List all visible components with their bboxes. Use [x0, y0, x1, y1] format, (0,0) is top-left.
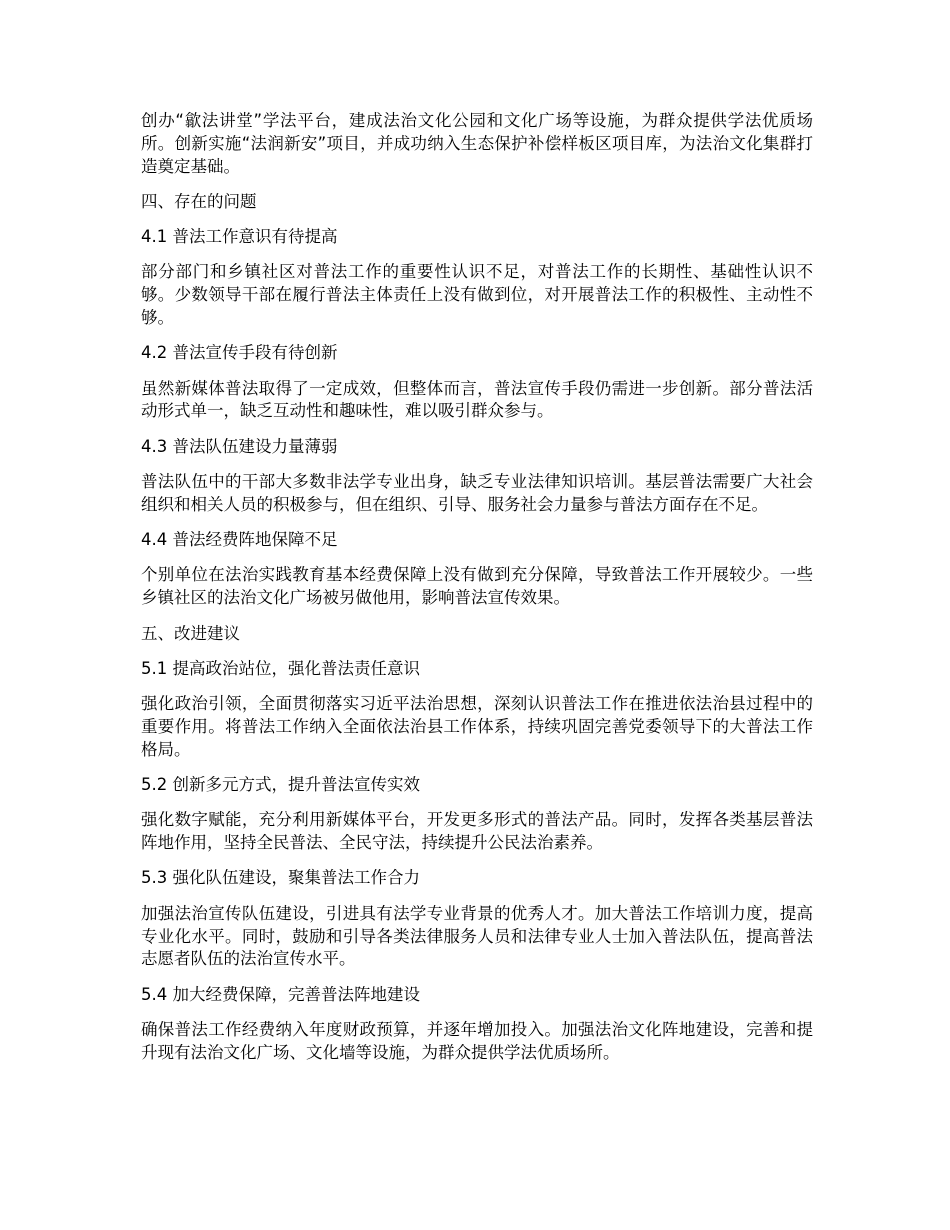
- section-heading-suggestions: 五、改进建议: [141, 623, 240, 643]
- paragraph-4-1: 部分部门和乡镇社区对普法工作的重要性认识不足，对普法工作的长期性、基础性认识不够。少数领导干部在履行普法主体责任上没有做到位，对开展普法工作的积极性、主动性不够。: [141, 262, 813, 328]
- document-page: [141, 110, 813, 1077]
- section-heading-problems: 四、存在的问题: [141, 191, 257, 211]
- paragraph-intro: 创办“歙法讲堂”学法平台，建成法治文化公园和文化广场等设施，为群众提供学法优质场所。创新实施“法润新安”项目，并成功纳入生态保护补偿样板区项目库，为法治文化集群打造奠定基础。: [141, 111, 813, 176]
- subheading-4-3: 4.3 普法队伍建设力量薄弱: [141, 436, 338, 456]
- paragraph-5-2: 强化数字赋能，充分利用新媒体平台，开发更多形式的普法产品。同时，发挥各类基层普法阵地作用，坚持全民普法、全民守法，持续提升公民法治素养。: [141, 810, 813, 853]
- subheading-4-2: 4.2 普法宣传手段有待创新: [141, 343, 338, 363]
- paragraph-4-2: 虽然新媒体普法取得了一定成效，但整体而言，普法宣传手段仍需进一步创新。部分普法活动形式单一，缺乏互动性和趣味性，难以吸引群众参与。: [141, 378, 813, 421]
- subheading-4-4: 4.4 普法经费阵地保障不足: [141, 530, 338, 550]
- paragraph-5-1: 强化政治引领，全面贯彻落实习近平法治思想，深刻认识普法工作在推进依法治县过程中的重要作用。将普法工作纳入全面依法治县工作体系，持续巩固完善党委领导下的大普法工作格局。: [141, 694, 813, 759]
- subheading-4-1: 4.1 普法工作意识有待提高: [141, 227, 338, 247]
- paragraph-4-4: 个别单位在法治实践教育基本经费保障上没有做到充分保障，导致普法工作开展较少。一些乡镇社区的法治文化广场被另做他用，影响普法宣传效果。: [141, 565, 813, 608]
- subheading-5-3: 5.3 强化队伍建设，聚集普法工作合力: [141, 868, 420, 888]
- paragraph-5-3: 加强法治宣传队伍建设，引进具有法学专业背景的优秀人才。加大普法工作培训力度，提高专业化水平。同时，鼓励和引导各类法律服务人员和法律专业人士加入普法队伍，提高普法志愿者队伍的法治宣传水平。: [141, 903, 813, 969]
- paragraph-5-4: 确保普法工作经费纳入年度财政预算，并逐年增加投入。加强法治文化阵地建设，完善和提升现有法治文化广场、文化墙等设施，为群众提供学法优质场所。: [141, 1019, 813, 1062]
- subheading-5-1: 5.1 提高政治站位，强化普法责任意识: [141, 658, 420, 678]
- subheading-5-2: 5.2 创新多元方式，提升普法宣传实效: [141, 775, 420, 795]
- subheading-5-4: 5.4 加大经费保障，完善普法阵地建设: [141, 984, 420, 1004]
- paragraph-4-3: 普法队伍中的干部大多数非法学专业出身，缺乏专业法律知识培训。基层普法需要广大社会组织和相关人员的积极参与，但在组织、引导、服务社会力量参与普法方面存在不足。: [141, 472, 813, 514]
